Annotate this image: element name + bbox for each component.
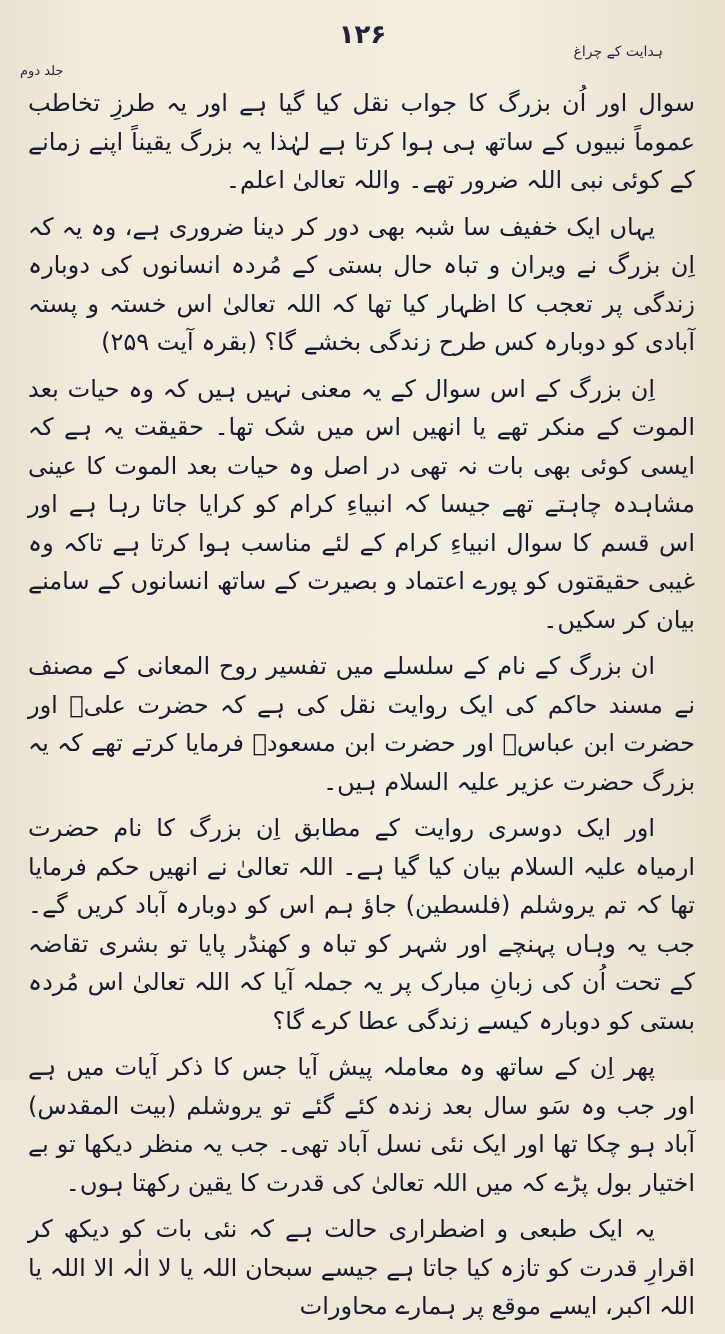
paragraph-4: ان بزرگ کے نام کے سلسلے میں تفسیر روح المعانی کے مصنف نے مسند حاکم کی ایک روایت نقل کی ہے کہ حضرت علیؓ اور حضرت ابن عباسؓ اور حضرت ابن مسعودؓ فرمایا کرتے تھے کہ یہ بزرگ حضرت عزیر علیہ السلام ہیں۔ [28, 652, 695, 796]
paragraph-7: یہ ایک طبعی و اضطراری حالت ہے کہ نئی بات کو دیکھ کر اقرارِ قدرت کو تازہ کیا جاتا ہے جیسے سبحان اللہ یا لا الٰہ الا اللہ یا اللہ اکبر، ایسے موقع پر ہمارے محاورات [28, 1215, 695, 1320]
paragraph-6: پھر اِن کے ساتھ وہ معاملہ پیش آیا جس کا ذکر آیات میں ہے اور جب وہ سَو سال بعد زندہ کئے گئے تو یروشلم (بیت المقدس) آباد ہو چکا تھا اور ایک نئی نسل آباد تھی۔ جب یہ منظر دیکھا تو بے اختیار بول پڑے کہ میں اللہ تعالیٰ کی قدرت کا یقین رکھتا ہوں۔ [28, 1053, 695, 1197]
paragraph-5: اور ایک دوسری روایت کے مطابق اِن بزرگ کا نام حضرت ارمیاہ علیہ السلام بیان کیا گیا ہے۔ اللہ تعالیٰ نے انھیں حکم فرمایا تھا کہ تم یروشلم (فلسطین) جاؤ ہم اس کو دوبارہ آباد کریں گے۔ جب یہ وہاں پہنچے اور شہر کو تباہ و کھنڈر پایا تو بشری تقاضہ کے تحت اُن کی زبانِ مبارک پر یہ جملہ آیا کہ اللہ تعالیٰ اس مُردہ بستی کو دوبارہ کیسے زندگی عطا کرے گا؟ [28, 814, 695, 1035]
page-body [28, 84, 695, 1334]
paragraph-2: یہاں ایک خفیف سا شبہ بھی دور کر دینا ضروری ہے، وہ یہ کہ اِن بزرگ نے ویران و تباہ حال بستی کے مُردہ انسانوں کی دوبارہ زندگی پر تعجب کا اظہار کیا تھا کہ اللہ تعالیٰ اس خستہ و پستہ آبادی کو دوبارہ کس طرح زندگی بخشے گا؟ (بقرہ آیت ۲۵۹) [28, 212, 695, 356]
running-title: ہدایت کے چراغ [573, 44, 663, 60]
page-number: ۱۲۶ [338, 20, 387, 50]
volume-label: جلد دوم [20, 64, 64, 79]
paragraph-1: سوال اور اُن بزرگ کا جواب نقل کیا گیا ہے اور یہ طرزِ تخاطب عموماً نبیوں کے ساتھ ہی ہوا کرتا ہے لہٰذا یہ بزرگ یقیناً اپنے زمانے کے کوئی نبی اللہ ضرور تھے۔ واللہ تعالیٰ اعلم۔ [28, 89, 695, 194]
paragraph-3: اِن بزرگ کے اس سوال کے یہ معنی نہیں ہیں کہ وہ حیات بعد الموت کے منکر تھے یا انھیں اس میں شک تھا۔ حقیقت یہ ہے کہ ایسی کوئی بھی بات نہ تھی در اصل وہ حیات بعد الموت کا عینی مشاہدہ چاہتے تھے جیسا کہ انبیاءِ کرام کو کرایا جاتا رہا ہے اور اس قسم کا سوال انبیاءِ کرام کے لئے مناسب ہوا کرتا ہے تاکہ وہ غیبی حقیقتوں کو پورے اعتماد و بصیرت کے ساتھ انسانوں کے سامنے بیان کر سکیں۔ [28, 374, 695, 634]
